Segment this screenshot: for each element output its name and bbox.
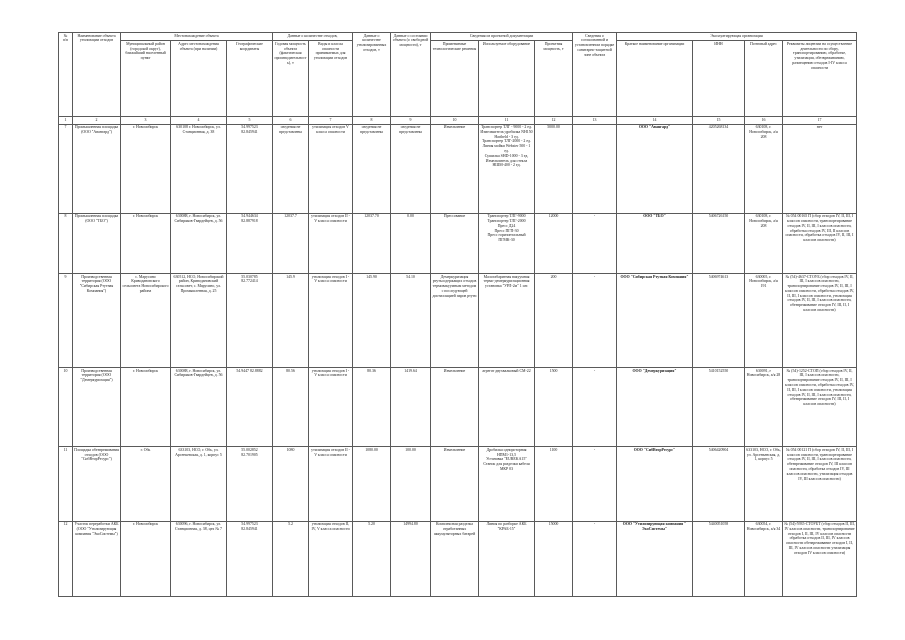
cell-design-capacity: 1100: [535, 447, 573, 521]
cell-free-capacity: 100.00: [391, 447, 431, 521]
header-capacity-year: Годовая мощность объекта (фактическая производительность), т: [273, 41, 309, 117]
table-row: [59, 273, 857, 367]
cell-license: № (54)-1252-СТОП (сбор отходов IV, II, III, I классов опасности, транспортирование отходов IV, II, III, I классов опасности, обработка отходов IV, II, III, I классов опасности, утилизация отходов IV, II, III, I классов опасности, обезвреживание отходов IV, III, II, I классов опасности): [783, 368, 857, 447]
cell-facility-name: Участок переработки АКБ (ООО "Утилизирующая компания "ЭкоСистемы"): [73, 521, 121, 596]
cell-disposed-amount: 1080.00: [353, 447, 391, 521]
col-number: 14: [617, 117, 693, 124]
header-technology: Применяемые технологические решения: [431, 41, 479, 117]
cell-disposed-amount: 5.20: [353, 521, 391, 596]
col-number: 13: [573, 117, 617, 124]
cell-address: 630512, НСО, Новосибирский район, Криводановский сельсовет, с. Марусино, ул. Промышленная, д. 25: [171, 273, 227, 367]
cell-annual-capacity: 145.9: [273, 273, 309, 367]
cell-address: 630088, г. Новосибирск, ул. Сибиряков-Гвардейцев, д. 56: [171, 368, 227, 447]
cell-design-capacity: 200: [535, 273, 573, 367]
cell-disposed-amount: 12037.70: [353, 213, 391, 273]
cell-inn: 5406726150: [693, 213, 745, 273]
table-row: [59, 213, 857, 273]
cell-facility-name: Производственная территория (ООО "Демеркуризация"): [73, 368, 121, 447]
cell-organization-name: [617, 124, 693, 213]
cell-annual-capacity: 5.2: [273, 521, 309, 596]
cell-free-capacity: 54.10: [391, 273, 431, 367]
organization-name-text: ООО "Сибирская Ртутная Компания": [620, 274, 689, 279]
cell-facility-name: Производственная территория (ООО "Сибирская Ртутная Компания"): [73, 273, 121, 367]
registry-sheet: [58, 32, 856, 597]
cell-design-capacity: 5000.00: [535, 124, 573, 213]
cell-technology: Комплексная разделка отработанных аккумуляторных батарей: [431, 521, 479, 596]
header-equipment: Используемое оборудование: [479, 41, 535, 117]
header-short-name: Краткое наименование организации: [617, 41, 693, 117]
cell-equipment: Транспортер ТЛГ - 9000 - 2 ед. Измельчитель-дробилка NH150 Hartheld - 3 ед. Транспортер ТЛГ-2000 - 2 ед. Линия мойки Webster 500 - 1 ед. Сушилка SHD-1000 - 3 ед. Измельчитель для стекла НШМ-400 - 2 ед.: [479, 124, 535, 213]
cell-facility-name: Площадка обезвреживания отходов (ООО "СибВторРесурс"): [73, 447, 121, 521]
cell-coordinates: 54.944634 82.887918: [227, 213, 273, 273]
cell-license: № (54)-5935-СТОУБТ (сбор отходов II, III, IV классов опасности, транспортирование отходов I, II, III, IV классов опасности обработка отходов II, III, IV классов опасности обезвреживание отходов I, II, III, IV классов опасности утилизация отходов IV классов опасности): [783, 521, 857, 596]
cell-sanitary-zone: -: [573, 447, 617, 521]
cell-postal-address: 630054, г. Новосибирск, а/я 34: [745, 521, 783, 596]
cell-sanitary-zone: -: [573, 273, 617, 367]
cell-waste-classes: утилизация отходов II - V класса опасности: [309, 213, 353, 273]
header-license: Реквизиты лицензии на осуществление деятельности по сбору, транспортированию, обработке, утилизации, обезвреживанию, размещению отходов I-IV класса опасности: [783, 41, 857, 117]
cell-sanitary-zone: -: [573, 521, 617, 596]
header-no: № п/п: [59, 33, 73, 117]
cell-equipment: агрегат двухвалковый СМ-22: [479, 368, 535, 447]
header-postal: Почтовый адрес: [745, 41, 783, 117]
cell-sanitary-zone: -: [573, 368, 617, 447]
cell-sanitary-zone: [573, 124, 617, 213]
col-number: 6: [273, 117, 309, 124]
cell-address: 630088, г. Новосибирск, ул. Сибиряков-Гвардейцев, д. 56: [171, 213, 227, 273]
col-number: 16: [745, 117, 783, 124]
cell-annual-capacity: 80.56: [273, 368, 309, 447]
header-waste-types: Виды и классы опасности принимаемых для утилизации отходов: [309, 41, 353, 117]
table-row: [59, 521, 857, 596]
cell-no: 11: [59, 447, 73, 521]
cell-annual-capacity: 12037.7: [273, 213, 309, 273]
cell-address: 630096, г. Новосибирск, ул. Станционная, д. 38, цех № 7: [171, 521, 227, 596]
header-condition: Данные о состоянии объекта (о свободной мощности), т: [391, 33, 431, 117]
cell-free-capacity: 1419.64: [391, 368, 431, 447]
header-group-location: Местонахождение объекта: [121, 33, 273, 41]
cell-technology: Измельчение: [431, 368, 479, 447]
header-disposal: Данные о количестве утилизированных отходов, т: [353, 33, 391, 117]
cell-disposed-amount: 80.36: [353, 368, 391, 447]
cell-license: № (54)-4637-СТОУБ (сбор отходов IV, II, III, I классов опасности, транспортирование отходов IV, II, III, I классов опасности, обработка отходов IV, II, III, I классов опасности, утилизация отходов IV, II, III, I классов опасности, обезвреживание отходов IV, III, II, I классов опасности): [783, 273, 857, 367]
cell-design-capacity: 15000: [535, 521, 573, 596]
cell-no: 8: [59, 213, 73, 273]
cell-inn: 5410152550: [693, 368, 745, 447]
col-number: 2: [73, 117, 121, 124]
organization-name-text: ООО "Авангард": [638, 125, 671, 130]
col-number: 4: [171, 117, 227, 124]
cell-address: 633103, НСО, г. Обь, ул. Арсеньевская, д. 1, корпус 5: [171, 447, 227, 521]
cell-organization-name: [617, 447, 693, 521]
header-group-project: Сведения из проектной документации: [431, 33, 573, 41]
waste-facility-registry-table: [58, 32, 857, 597]
cell-coordinates: 54.997523 82.845941: [227, 124, 273, 213]
header-municipal: Муниципальный район (городской округ), ближайший населенный пункт: [121, 41, 171, 117]
cell-municipal: г. Новосибирск: [121, 213, 171, 273]
cell-coordinates: 55.030785 82.772414: [227, 273, 273, 367]
cell-free-capacity: 14994.80: [391, 521, 431, 596]
cell-waste-classes: утилизация отходов II - V класса опасности: [309, 447, 353, 521]
col-number: 9: [391, 117, 431, 124]
cell-sanitary-zone: -: [573, 213, 617, 273]
cell-technology: Демеркуризация ртутьсодержащих отходов термовакуумным методом с последующей дистилляцией паров ртути: [431, 273, 479, 367]
cell-technology: Измельчение: [431, 447, 479, 521]
organization-name-text: ООО "ТБО": [643, 214, 666, 219]
cell-design-capacity: 1500: [535, 368, 573, 447]
header-name: Наименование объекта утилизации отходов: [73, 33, 121, 117]
cell-inn: 5440051058: [693, 521, 745, 596]
cell-equipment: Транспортер ТЛГ-9000 Транспортер ТЛГ-2000 Пресс Д24 Пресс ПГП-30 Пресс горизонтальный ПГМК-30: [479, 213, 535, 273]
cell-postal-address: 630091, г Новосибирск, а/я 28: [745, 368, 783, 447]
cell-postal-address: 630005, г. Новосибирск, а/я 191: [745, 273, 783, 367]
cell-free-capacity: 0.00: [391, 213, 431, 273]
cell-equipment: Дробилка однороторная НПМ1-13,5 Установка "EUREKA15" Станок для разделки кабеля МКР 03: [479, 447, 535, 521]
cell-postal-address: 630108, г. Новосибирск, а/я 208: [745, 124, 783, 213]
header-coords: Географические координаты: [227, 41, 273, 117]
cell-no: 10: [59, 368, 73, 447]
cell-disposed-amount: 145.90: [353, 273, 391, 367]
cell-municipal: г. Обь: [121, 447, 171, 521]
col-number: 1: [59, 117, 73, 124]
cell-free-capacity: сведения не представлены: [391, 124, 431, 213]
cell-coordinates: 54.997523 82.845941: [227, 521, 273, 596]
col-number: 8: [353, 117, 391, 124]
cell-municipal: г. Новосибирск: [121, 521, 171, 596]
cell-coordinates: 54.9447 82.8882: [227, 368, 273, 447]
cell-technology: Измельчение: [431, 124, 479, 213]
header-sub-row: [59, 41, 857, 117]
cell-disposed-amount: сведения не представлены: [353, 124, 391, 213]
col-number: 3: [121, 117, 171, 124]
cell-waste-classes: утилизация отходов V класса опасности: [309, 124, 353, 213]
col-number: 11: [479, 117, 535, 124]
cell-license: № 054 00165 П (сбор отходов IV, II, III, I классов опасности, транспортирование отходов IV, II, III, I классов опасности, обработка отходов IV, III, II классов опасности, обработка отходов IV, II, III, I классов опасности): [783, 213, 857, 273]
registry-body: [59, 124, 857, 596]
cell-municipal: г. Новосибирск: [121, 124, 171, 213]
organization-name-text: ООО "Демеркуризация": [632, 368, 677, 373]
cell-license: № 054 00121 П (сбор отходов IV, II, III, I классов опасности, транспортирование отходов IV, II, III, I классов опасности, обезвреживание отходов IV, III классов опасности, обработка отходов IV, III классов опасности, утилизация отходов IV, III классов опасности): [783, 447, 857, 521]
cell-waste-classes: утилизация отходов II, IV, V класса опасности: [309, 521, 353, 596]
cell-equipment: Малогабаритная вакуумная термо-демеркуризационная установка "УРЛ-2м" 1 шт.: [479, 273, 535, 367]
cell-facility-name: Промышленная площадка (ООО "ТБО"): [73, 213, 121, 273]
cell-license: нет: [783, 124, 857, 213]
col-number: 15: [693, 117, 745, 124]
column-number-row: [59, 117, 857, 124]
col-number: 5: [227, 117, 273, 124]
cell-annual-capacity: 1080: [273, 447, 309, 521]
header-group-operator: Эксплуатирующая организация: [617, 33, 857, 41]
header-address: Адрес местонахождения объекта (при наличии): [171, 41, 227, 117]
cell-inn: 5406420904: [693, 447, 745, 521]
cell-design-capacity: 12000: [535, 213, 573, 273]
cell-waste-classes: утилизация отходов I - V класса опасности: [309, 273, 353, 367]
cell-coordinates: 55.002852 82.701905: [227, 447, 273, 521]
cell-waste-classes: утилизация отходов I - V класса опасности: [309, 368, 353, 447]
table-row: [59, 368, 857, 447]
table-row: [59, 124, 857, 213]
cell-no: 12: [59, 521, 73, 596]
cell-address: 630108 г. Новосибирск, ул. Станционная, д. 38: [171, 124, 227, 213]
cell-municipal: г. Новосибирск: [121, 368, 171, 447]
cell-municipal: с. Марусино Криводановского сельсовета Новосибирского района: [121, 273, 171, 367]
header-group-capacity: Данные о количестве отходов,: [273, 33, 353, 41]
cell-postal-address: 633103, НСО, г. Обь, ул. Арсеньевская, д. 1, корпус 5: [745, 447, 783, 521]
cell-facility-name: Промышленная площадка (ООО "Авангард"): [73, 124, 121, 213]
header-inn: ИНН: [693, 41, 745, 117]
cell-organization-name: [617, 273, 693, 367]
cell-annual-capacity: сведения не представлены: [273, 124, 309, 213]
cell-inn: 5406974613: [693, 273, 745, 367]
header-design-capacity: Проектная мощность, т: [535, 41, 573, 117]
header-sanzone: Сведения о согласованной и установленном порядке санитарно-защитной зоне объекта: [573, 33, 617, 117]
cell-technology: Прессование: [431, 213, 479, 273]
cell-inn: 4205268134: [693, 124, 745, 213]
organization-name-text: ООО "СибВторРесурс": [633, 447, 676, 452]
cell-organization-name: [617, 213, 693, 273]
cell-organization-name: [617, 368, 693, 447]
col-number: 10: [431, 117, 479, 124]
col-number: 7: [309, 117, 353, 124]
cell-no: 9: [59, 273, 73, 367]
cell-postal-address: 630108, г. Новосибирск, а/я 208: [745, 213, 783, 273]
cell-organization-name: [617, 521, 693, 596]
table-row: [59, 447, 857, 521]
cell-equipment: Линия по разборке АКБ "КРАБ-15": [479, 521, 535, 596]
cell-no: 7: [59, 124, 73, 213]
organization-name-text: ООО "Утилизирующая компания " ЭкоСистемы": [622, 522, 687, 531]
header-group-row: [59, 33, 857, 41]
col-number: 12: [535, 117, 573, 124]
col-number: 17: [783, 117, 857, 124]
